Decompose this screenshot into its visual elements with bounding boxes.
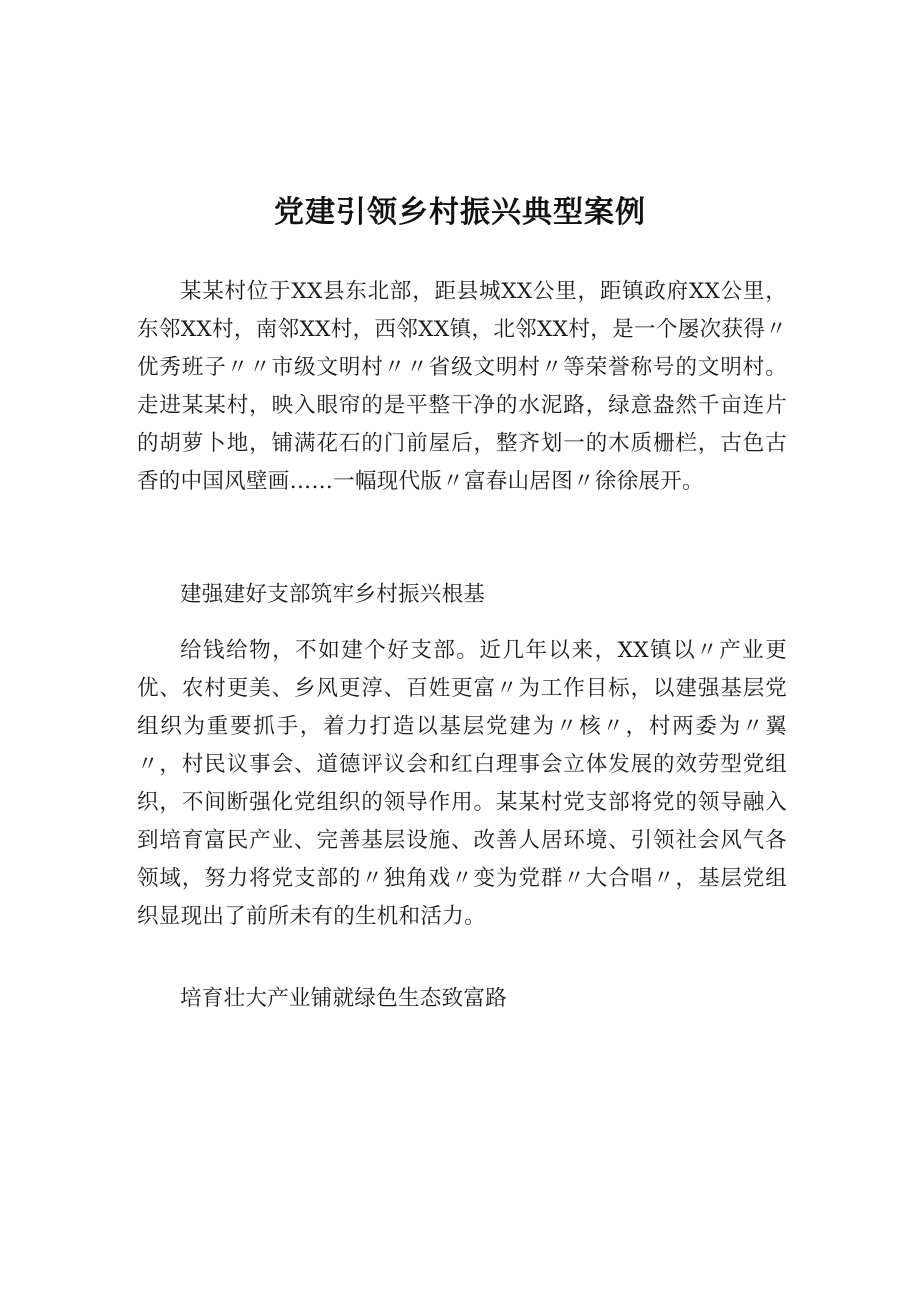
intro-paragraph: 某某村位于XX县东北部，距县城XX公里，距镇政府XX公里，东邻XX村，南邻XX村，西邻XX镇，北邻XX村，是一个屡次获得〃优秀班子〃〃市级文明村〃〃省级文明村〃等荣誉称号的文明村。走进某某村，映入眼帘的是平整干净的水泥路，绿意盎然千亩连片的胡萝卜地，铺满花石的门前屋后，整齐划一的木质栅栏，古色古香的中国风壁画……一幅现代版〃富春山居图〃徐徐展开。: [137, 279, 787, 494]
section-1-paragraph: 给钱给物，不如建个好支部。近几年以来，XX镇以〃产业更优、农村更美、乡风更淳、百姓更富〃为工作目标，以建强基层党组织为重要抓手，着力打造以基层党建为〃核〃，村两委为〃翼〃，村民议事会、道德评议会和红白理事会立体发展的效劳型党组织，不间断强化党组织的领导作用。某某村党支部将党的领导融入到培育富民产业、完善基层设施、改善人居环境、引领社会风气各领域，努力将党支部的〃独角戏〃变为党群〃大合唱〃，基层党组织显现出了前所未有的生机和活力。: [137, 638, 787, 929]
section-heading-1: 建强建好支部筑牢乡村振兴根基: [180, 582, 486, 607]
document-title: 党建引领乡村振兴典型案例: [274, 195, 646, 230]
section-heading-2: 培育壮大产业铺就绿色生态致富路: [180, 986, 508, 1011]
